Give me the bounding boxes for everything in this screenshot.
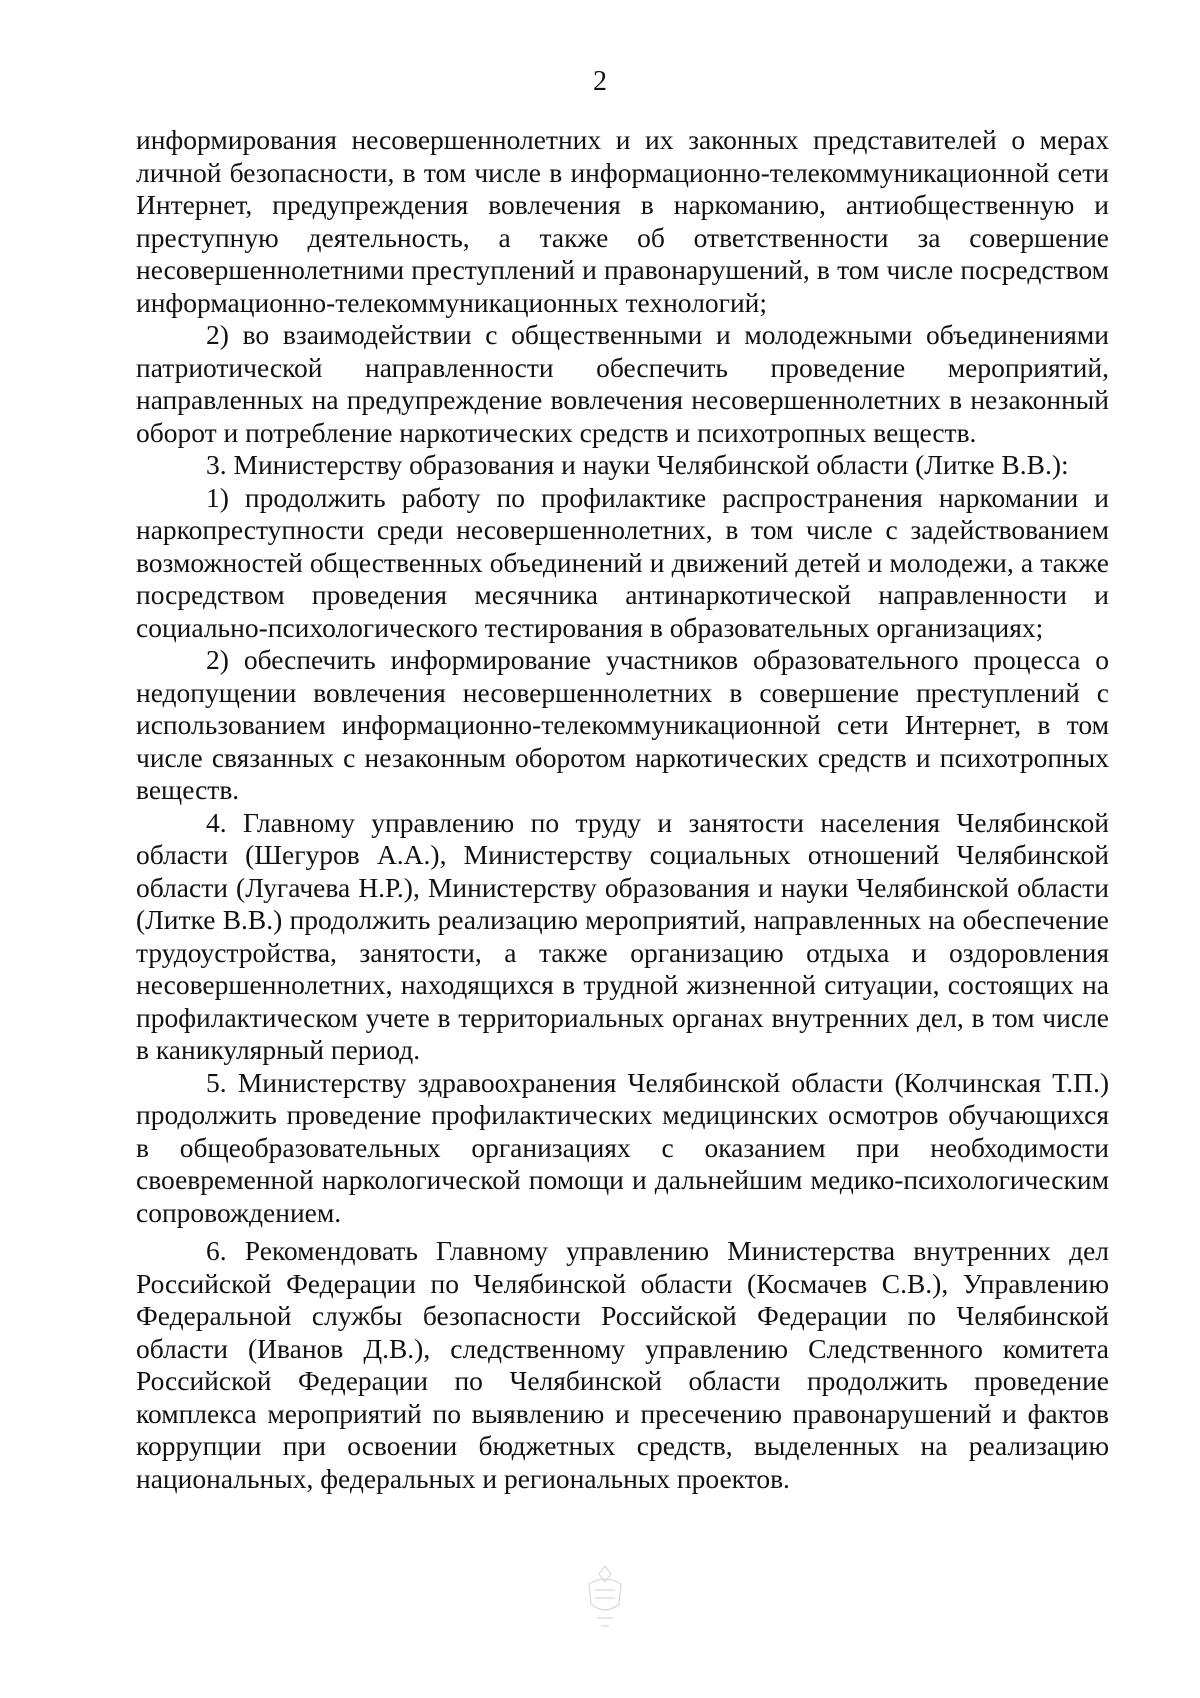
paragraph-section-3-item-1: 1) продолжить работу по профилактике распространения наркомании и наркопреступности среди несовершеннолетних, в том числе с задействованием возможностей общественных объединений и движений детей и молодежи, а также посредством проведения месячника антинаркотической направленности и социально-психологического тестирования в образовательных организациях; [136,481,1109,643]
document-body [136,124,1109,1495]
paragraph-item-2-youth-associations: 2) во взаимодействии с общественными и молодежными объединениями патриотической направленности обеспечить проведение мероприятий, направленных на предупреждение вовлечения несовершеннолетних в незаконный оборот и потребление наркотических средств и психотропных веществ. [136,319,1109,448]
paragraph-continuation: информирования несовершеннолетних и их законных представителей о мерах личной безопасности, в том числе в информационно-телекоммуникационной сети Интернет, предупреждения вовлечения в наркоманию, антиобщественную и преступную деятельность, а также об ответственности за совершение несовершеннолетними преступлений и правонарушений, в том числе посредством информационно-телекоммуникационных технологий; [136,124,1109,318]
page-number: 2 [593,66,607,97]
paragraph-section-5: 5. Министерству здравоохранения Челябинской области (Колчинская Т.П.) продолжить проведение профилактических медицинских осмотров обучающихся в общеобразовательных организациях с оказанием при необходимости своевременной наркологической помощи и дальнейшим медико-психологическим сопровождением. [136,1066,1109,1228]
paragraph-section-3-heading: 3. Министерству образования и науки Челябинской области (Литке В.В.): [206,449,1069,480]
faint-emblem-icon [575,1560,635,1640]
paragraph-section-6: 6. Рекомендовать Главному управлению Министерства внутренних дел Российской Федерации по Челябинской области (Космачев С.В.), Управлению Федеральной службы безопасности Российской Федерации по Челябинской области (Иванов Д.В.), следственному управлению Следственного комитета Российской Федерации по Челябинской области продолжить проведение комплекса мероприятий по выявлению и пресечению правонарушений и фактов коррупции при освоении бюджетных средств, выделенных на реализацию национальных, федеральных и региональных проектов. [136,1235,1109,1494]
paragraph-section-3-item-2: 2) обеспечить информирование участников образовательного процесса о недопущении вовлечения несовершеннолетних в совершение преступлений с использованием информационно-телекоммуникационной сети Интернет, в том числе связанных с незаконным оборотом наркотических средств и психотропных веществ. [136,644,1109,805]
paragraph-section-4: 4. Главному управлению по труду и занятости населения Челябинской области (Шегуров А.А.), Министерству социальных отношений Челябинской области (Лугачева Н.Р.), Министерству образования и науки Челябинской области (Литке В.В.) продолжить реализацию мероприятий, направленных на обеспечение трудоустройства, занятости, а также организацию отдыха и оздоровления несовершеннолетних, находящихся в трудной жизненной ситуации, состоящих на профилактическом учете в территориальных органах внутренних дел, в том числе в каникулярный период. [136,806,1109,1065]
